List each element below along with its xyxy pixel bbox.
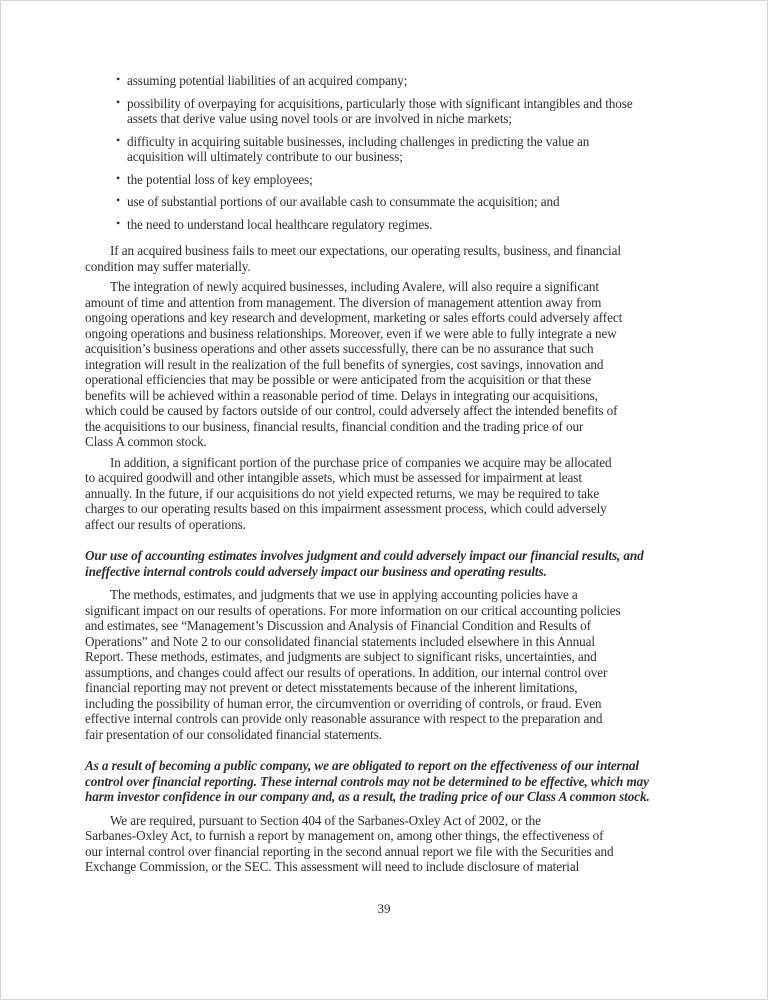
bullet-icon: • bbox=[116, 193, 121, 207]
paragraph bbox=[85, 587, 685, 742]
paragraph bbox=[85, 243, 685, 274]
text-line: In addition, a significant portion of the purchase price of companies we acquire may be allocated bbox=[110, 454, 612, 470]
bullet-icon: • bbox=[116, 215, 121, 230]
text-line: acquisition will ultimately contribute to our business; bbox=[127, 149, 403, 164]
bullet-item bbox=[85, 172, 685, 188]
text-line: our internal control over financial reporting in the second annual report we file with the Securities and bbox=[85, 843, 614, 859]
text-line: use of substantial portions of our available cash to consummate the acquisition; and bbox=[127, 194, 560, 209]
bullet-item bbox=[85, 194, 685, 210]
paragraph bbox=[85, 813, 685, 875]
text-line: condition may suffer materially. bbox=[85, 258, 251, 274]
text-line: The integration of newly acquired businesses, including Avalere, will also require a significant bbox=[110, 279, 599, 294]
text-line: Exchange Commission, or the SEC. This assessment will need to include disclosure of material bbox=[85, 859, 580, 874]
bullet-text bbox=[127, 172, 685, 188]
text-line: integration will result in the realization of the full benefits of synergies, cost savings, innovation and bbox=[85, 356, 604, 372]
text-line: the need to understand local healthcare regulatory regimes. bbox=[127, 216, 433, 232]
text-line: which could be caused by factors outside of our control, could adversely affect the intended benefits of bbox=[85, 403, 618, 418]
text-line: Class A common stock. bbox=[85, 434, 207, 449]
text-line: harm investor confidence in our company and, as a result, the trading price of our Class A common stock. bbox=[85, 789, 650, 804]
text-line: amount of time and attention from management. The diversion of management attention away from bbox=[85, 294, 602, 310]
text-line: assumptions, and changes could affect our results of operations. In addition, our internal control over bbox=[85, 664, 608, 680]
text-line: ineffective internal controls could adversely impact our business and operating results. bbox=[85, 563, 547, 579]
text-line: financial reporting may not prevent or detect misstatements because of the inherent limitations, bbox=[85, 680, 578, 695]
text-line: significant impact on our results of operations. For more information on our critical accounting policies bbox=[85, 602, 621, 618]
bullet-item bbox=[85, 73, 685, 89]
text-line: Operations” and Note 2 to our consolidated financial statements included elsewhere in this Annual bbox=[85, 633, 595, 649]
text-line: assuming potential liabilities of an acquired company; bbox=[127, 73, 408, 88]
text-line: The methods, estimates, and judgments that we use in applying accounting policies have a bbox=[110, 587, 578, 602]
text-line: including the possibility of human error, the circumvention or overriding of controls, or fraud. Even bbox=[85, 695, 602, 711]
text-line: operational efficiencies that may be possible or were anticipated from the acquisition or that these bbox=[85, 372, 592, 387]
text-line: assets that derive value using novel tools or are involved in niche markets; bbox=[127, 111, 512, 126]
text-line: Sarbanes-Oxley Act, to furnish a report by management on, among other things, the effectiveness of bbox=[85, 828, 604, 843]
risk-factor-heading bbox=[85, 548, 685, 579]
bullet-icon: • bbox=[116, 72, 121, 86]
text-line: possibility of overpaying for acquisitions, particularly those with significant intangibles and those bbox=[127, 95, 633, 111]
text-line: to acquired goodwill and other intangible assets, which must be assessed for impairment at least bbox=[85, 470, 582, 485]
text-line: Our use of accounting estimates involves judgment and could adversely impact our financial results, and bbox=[85, 548, 644, 563]
text-line: As a result of becoming a public company, we are obligated to report on the effectiveness of our internal bbox=[85, 758, 639, 773]
document-content bbox=[85, 73, 685, 875]
bullet-icon: • bbox=[116, 170, 121, 185]
text-line: Report. These methods, estimates, and judgments are subject to significant risks, uncertainties, and bbox=[85, 649, 597, 664]
bullet-text bbox=[127, 96, 685, 127]
bullet-text bbox=[127, 194, 685, 210]
bullet-icon: • bbox=[116, 94, 121, 109]
bullet-text bbox=[127, 73, 685, 89]
text-line: annually. In the future, if our acquisitions do not yield expected returns, we may be required to take bbox=[85, 485, 600, 501]
text-line: difficulty in acquiring suitable businesses, including challenges in predicting the value an bbox=[127, 133, 590, 149]
text-line: charges to our operating results based on this impairment assessment process, which could adversely bbox=[85, 501, 607, 516]
paragraph bbox=[85, 455, 685, 533]
text-line: ongoing operations and business relationships. Moreover, even if we were able to fully integrate a new bbox=[85, 325, 617, 341]
text-line: We are required, pursuant to Section 404 of the Sarbanes-Oxley Act of 2002, or the bbox=[110, 812, 541, 828]
bullet-text bbox=[127, 134, 685, 165]
bullet-item bbox=[85, 217, 685, 233]
text-line: fair presentation of our consolidated financial statements. bbox=[85, 726, 382, 742]
bullet-text bbox=[127, 217, 685, 233]
text-line: ongoing operations and key research and development, marketing or sales efforts could adversely affect bbox=[85, 310, 623, 325]
text-line: effective internal controls can provide only reasonable assurance with respect to the preparation and bbox=[85, 711, 603, 726]
page-number: 39 bbox=[377, 901, 391, 916]
text-line: affect our results of operations. bbox=[85, 516, 246, 532]
bullet-icon: • bbox=[116, 132, 121, 147]
bullet-item bbox=[85, 134, 685, 165]
text-line: benefits will be achieved within a reasonable period of time. Delays in integrating our acquisitions, bbox=[85, 387, 598, 403]
text-line: If an acquired business fails to meet our expectations, our operating results, business, and financial bbox=[110, 243, 621, 258]
risk-factor-heading bbox=[85, 758, 685, 805]
paragraph bbox=[85, 279, 685, 450]
text-line: acquisition’s business operations and other assets successfully, there can be no assurance that such bbox=[85, 341, 594, 356]
text-line: the potential loss of key employees; bbox=[127, 171, 313, 187]
text-line: the acquisitions to our business, financial results, financial condition and the trading price of our bbox=[85, 418, 584, 434]
text-line: control over financial reporting. These internal controls may not be determined to be effective, which may bbox=[85, 773, 649, 789]
bullet-list bbox=[85, 73, 685, 232]
bullet-item bbox=[85, 96, 685, 127]
text-line: and estimates, see “Management’s Discussion and Analysis of Financial Condition and Results of bbox=[85, 618, 591, 633]
